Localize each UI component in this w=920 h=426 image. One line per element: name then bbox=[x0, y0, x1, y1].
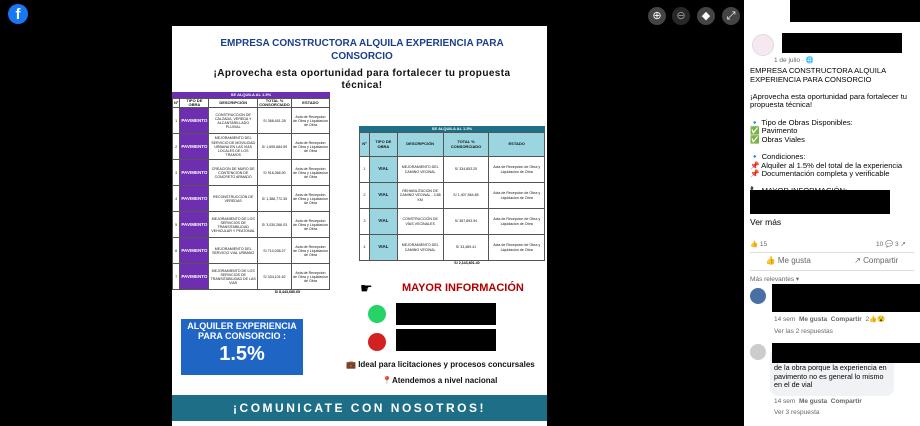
col-header: ESTADO bbox=[489, 133, 545, 157]
table-cell: MEJORAMIENTO DE LOS SERVICIOS DE TRANSITABILIDAD DE LAS VIAS bbox=[209, 264, 258, 290]
post-line: 🔹 Condiciones: bbox=[750, 152, 806, 161]
table-cell: S/ 367,893.94 bbox=[443, 209, 489, 235]
table-cell: 6 bbox=[173, 238, 180, 264]
table-cell: Acta de Recepcion de Obra y Liquidacion de Obra bbox=[489, 183, 545, 209]
table-cell: S/ 1,407,564.85 bbox=[443, 183, 489, 209]
facebook-logo-icon[interactable]: f bbox=[8, 4, 28, 24]
mail-icon bbox=[368, 333, 386, 351]
redacted-commenter bbox=[772, 343, 920, 363]
rate-box bbox=[181, 319, 303, 375]
table-cell: PAVIMENTO bbox=[180, 238, 209, 264]
table-cell: MEJORAMIENTO DEL SERVICIO VIAL URBANO bbox=[209, 238, 258, 264]
contact-banner: ¡COMUNICATE CON NOSOTROS! bbox=[172, 395, 547, 421]
table-row bbox=[360, 235, 545, 261]
comment-count[interactable]: 10 💬 3 ↗ bbox=[876, 241, 906, 248]
atendemos-label: Atendemos a nivel nacional bbox=[391, 376, 498, 385]
action-bar bbox=[744, 256, 920, 265]
divider bbox=[750, 252, 914, 253]
table-cell: MEJORAMIENTO DEL SERVICIO DE MOVILIDAD URBANA EN LAS VIAS LOCALES DE LOS TRAMOS bbox=[209, 134, 258, 160]
table1-header: SE ALQUILA AL 1.5% bbox=[172, 92, 330, 98]
share-label: Compartir bbox=[863, 256, 899, 265]
table-cell: Acta de Recepcion de Obra y Liquidacion de Obra bbox=[291, 238, 329, 264]
table-cell: 7 bbox=[173, 264, 180, 290]
table-cell: VIAL bbox=[369, 235, 397, 261]
divider bbox=[750, 270, 914, 271]
post-line: EXPERIENCIA PARA CONSORCIO bbox=[750, 74, 872, 84]
redacted-comment bbox=[772, 284, 920, 312]
table-cell: 4 bbox=[360, 235, 370, 261]
relevance-label: Más relevantes bbox=[750, 276, 795, 283]
like-label: Me gusta bbox=[777, 256, 811, 265]
ideal-text: 💼 Ideal para licitaciones y procesos concursales bbox=[346, 360, 535, 369]
table-cell: MEJORAMIENTO DE LOS SERVICIOS DE TRANSITABILIDAD VEHICULAR Y PEATONAL bbox=[209, 212, 258, 238]
table-cell: PAVIMENTO bbox=[180, 134, 209, 160]
table-row bbox=[173, 108, 330, 134]
poster-title: EMPRESA CONSTRUCTORA ALQUILA EXPERIENCIA PARA CONSORCIO bbox=[220, 38, 504, 62]
mayor-info-label: MAYOR INFORMACIÓN bbox=[402, 282, 524, 294]
ideal-label: Ideal para licitaciones y procesos concursales bbox=[358, 360, 535, 369]
fullscreen-icon[interactable]: ⤢ bbox=[722, 7, 740, 25]
view-replies-link[interactable]: Ver 3 respuesta bbox=[774, 409, 820, 416]
col-header: TIPO DE OBRA bbox=[180, 99, 209, 108]
table-cell: 1 bbox=[360, 157, 370, 183]
table-cell: RECONSTRUCCIÓN DE VEREDAS bbox=[209, 186, 258, 212]
comment-text: de la obra porque la experiencia en pavimento no es general lo mismo en el de vial bbox=[774, 363, 887, 390]
table-cell: Acta de Recepcion de Obra y Liquidacion de Obra bbox=[291, 108, 329, 134]
table1-total: S/ 8,443,680.65 bbox=[274, 290, 300, 295]
col-header: TOTAL % CONSORCIADO bbox=[443, 133, 489, 157]
col-header: TOTAL % CONSORCIADO bbox=[259, 98, 290, 108]
table-pavimento bbox=[172, 92, 330, 296]
post-line: propuesta técnica! bbox=[750, 100, 813, 110]
table-row bbox=[173, 134, 330, 160]
table-cell: S/ 334,853.20 bbox=[443, 157, 489, 183]
table-cell: S/ 1,695,684.59 bbox=[258, 134, 292, 160]
table-cell: MEJORAMIENTO DEL CAMINO VECINAL bbox=[397, 157, 443, 183]
comment-actions bbox=[774, 398, 862, 405]
view-replies-link[interactable]: Ver las 2 respuestas bbox=[774, 328, 833, 335]
comment-share-button[interactable]: Compartir bbox=[830, 398, 862, 405]
table-cell: S/ 33,489.41 bbox=[443, 235, 489, 261]
col-header: ESTADO bbox=[291, 99, 329, 108]
table2-total: S/ 2,143,801.40 bbox=[454, 261, 480, 265]
table-vial bbox=[359, 126, 545, 267]
atendemos-text: 📍Atendemos a nivel nacional bbox=[382, 376, 498, 385]
zoom-out-icon[interactable]: ⊖ bbox=[672, 7, 690, 25]
commenter-avatar[interactable] bbox=[750, 288, 766, 304]
table-cell: 2 bbox=[173, 134, 180, 160]
table-cell: S/ 334,101.62 bbox=[258, 264, 292, 290]
tag-icon[interactable]: ◆ bbox=[697, 7, 715, 25]
table-cell: PAVIMENTO bbox=[180, 186, 209, 212]
table-cell: PAVIMENTO bbox=[180, 212, 209, 238]
table-cell: S/ 3,030,266.03 bbox=[258, 212, 292, 238]
table-cell: Acta de Recepcion de Obra y Liquidacion de Obra bbox=[291, 264, 329, 290]
comment-actions: 14 sem Me gusta Compartir 2👍😮 bbox=[774, 316, 886, 323]
relevance-filter[interactable]: Más relevantes ▾ bbox=[750, 276, 800, 283]
table-cell: PAVIMENTO bbox=[180, 160, 209, 186]
table-cell: 3 bbox=[360, 209, 370, 235]
table-cell: Acta de Recepcion de Obra y Liquidacion de Obra bbox=[291, 160, 329, 186]
table-cell: S/ 1,388,772.35 bbox=[258, 186, 292, 212]
like-button[interactable]: 👍 Me gusta bbox=[765, 256, 811, 265]
post-line: 🔹 Tipo de Obras Disponibles: bbox=[750, 117, 853, 127]
page-avatar[interactable] bbox=[752, 34, 774, 56]
table-cell: 2 bbox=[360, 183, 370, 209]
table-cell: CONSTRUCCION DE CALZADA, VEREDA Y ALCANTARILLADO PLUVIAL bbox=[209, 108, 258, 134]
table-row bbox=[173, 160, 330, 186]
rate-box-value: 1.5% bbox=[219, 343, 265, 365]
redacted-page-name bbox=[782, 33, 902, 53]
comment-time: 14 sem bbox=[774, 398, 796, 405]
zoom-in-icon[interactable]: ⊕ bbox=[648, 7, 666, 25]
rate-box-label: ALQUILER EXPERIENCIA PARA CONSORCIO : bbox=[187, 321, 297, 341]
comment-share-button[interactable]: Compartir bbox=[830, 316, 862, 323]
table-cell: Acta de Recepcion de Obra y Liquidacion de Obra bbox=[291, 186, 329, 212]
table-cell: PAVIMENTO bbox=[180, 264, 209, 290]
table-cell: Acta de Recepcion de Obra y Liquidacion de Obra bbox=[489, 235, 545, 261]
post-line: ¡Aprovecha esta oportunidad para fortalecer tu bbox=[750, 91, 908, 101]
table-cell: Acta de Recepcion de Obra y Liquidacion de Obra bbox=[291, 134, 329, 160]
table-cell: MEJORAMIENTO DEL CAMINO VECINAL bbox=[397, 235, 443, 261]
comment-time: 14 sem bbox=[774, 316, 796, 323]
col-header: Nº bbox=[173, 99, 180, 108]
table-cell: Acta de Recepcion de Obra y Liquidacion de Obra bbox=[489, 209, 545, 235]
table-row bbox=[173, 186, 330, 212]
post-line: 📌 Documentación completa y verificable bbox=[750, 169, 890, 179]
reactions-count: 15 bbox=[759, 241, 768, 248]
table-cell: REHABILITACION DE CAMINO VECINAL - 3.88 KM bbox=[397, 183, 443, 209]
table-cell: Acta de Recepcion de Obra y Liquidacion de Obra bbox=[489, 157, 545, 183]
post-line: 📌 Alquiler al 1.5% del total de la experiencia bbox=[750, 160, 903, 170]
poster-subtitle: ¡Aprovecha esta oportunidad para fortalecer tu propuesta técnica! bbox=[213, 68, 511, 91]
table-row bbox=[173, 264, 330, 290]
post-line: ✅ Obras Viales bbox=[750, 134, 805, 144]
col-header: Nº bbox=[360, 133, 370, 157]
see-more-link[interactable]: Ver más bbox=[750, 217, 782, 227]
table-cell: Acta de Recepcion de Obra y Liquidacion de Obra bbox=[291, 212, 329, 238]
table-cell: VIAL bbox=[369, 209, 397, 235]
comment-like-button[interactable]: Me gusta bbox=[798, 398, 828, 405]
post-sidebar bbox=[744, 0, 920, 426]
table-cell: S/ 710,038.27 bbox=[258, 238, 292, 264]
commenter-avatar[interactable] bbox=[750, 344, 766, 360]
col-header: TIPO DE OBRA bbox=[369, 133, 397, 157]
table-cell: S/ 368,451.28 bbox=[258, 108, 292, 134]
redacted-phone bbox=[396, 303, 496, 325]
table2-header: SE ALQUILA AL 1.5% bbox=[359, 126, 545, 132]
table-cell: PAVIMENTO bbox=[180, 108, 209, 134]
post-date: 1 de julio · 🌐 bbox=[774, 57, 814, 64]
pointing-hand-icon: ☛ bbox=[360, 280, 373, 296]
table-cell: CREACION DE MURO DE CONTENCION DE CONCRETO ARMADO bbox=[209, 160, 258, 186]
table-row bbox=[173, 238, 330, 264]
table-cell: S/ 916,366.90 bbox=[258, 160, 292, 186]
table-cell: VIAL bbox=[369, 183, 397, 209]
post-image bbox=[172, 26, 547, 426]
comment-reacts: 2 bbox=[865, 316, 870, 323]
reaction-summary[interactable]: 👍 15 bbox=[750, 241, 768, 248]
comments-count: 10 bbox=[876, 241, 884, 248]
table-cell: 4 bbox=[173, 186, 180, 212]
post-date-label: 1 de julio · bbox=[774, 57, 806, 64]
comment-like-button[interactable]: Me gusta bbox=[798, 316, 828, 323]
shares-count: 3 bbox=[894, 241, 899, 248]
table-row bbox=[360, 183, 545, 209]
table-cell: 5 bbox=[173, 212, 180, 238]
table-cell: 1 bbox=[173, 108, 180, 134]
table-cell: 3 bbox=[173, 160, 180, 186]
share-button[interactable]: ↗ Compartir bbox=[854, 256, 899, 265]
redacted-top bbox=[790, 0, 920, 22]
table-row bbox=[360, 157, 545, 183]
col-header: DESCRIPCIÓN bbox=[209, 99, 258, 108]
table-cell: CONSTRUCCIÓN DE VÍAS VECINALES bbox=[397, 209, 443, 235]
col-header: DESCRIPCIÓN bbox=[397, 133, 443, 157]
table-cell: VIAL bbox=[369, 157, 397, 183]
post-line: ✅ Pavimento bbox=[750, 126, 798, 136]
redacted-email bbox=[396, 329, 496, 351]
table-row bbox=[360, 209, 545, 235]
table-row bbox=[173, 212, 330, 238]
whatsapp-icon bbox=[368, 305, 386, 323]
post-line: EMPRESA CONSTRUCTORA ALQUILA bbox=[750, 66, 887, 75]
redacted-contact bbox=[750, 190, 890, 214]
